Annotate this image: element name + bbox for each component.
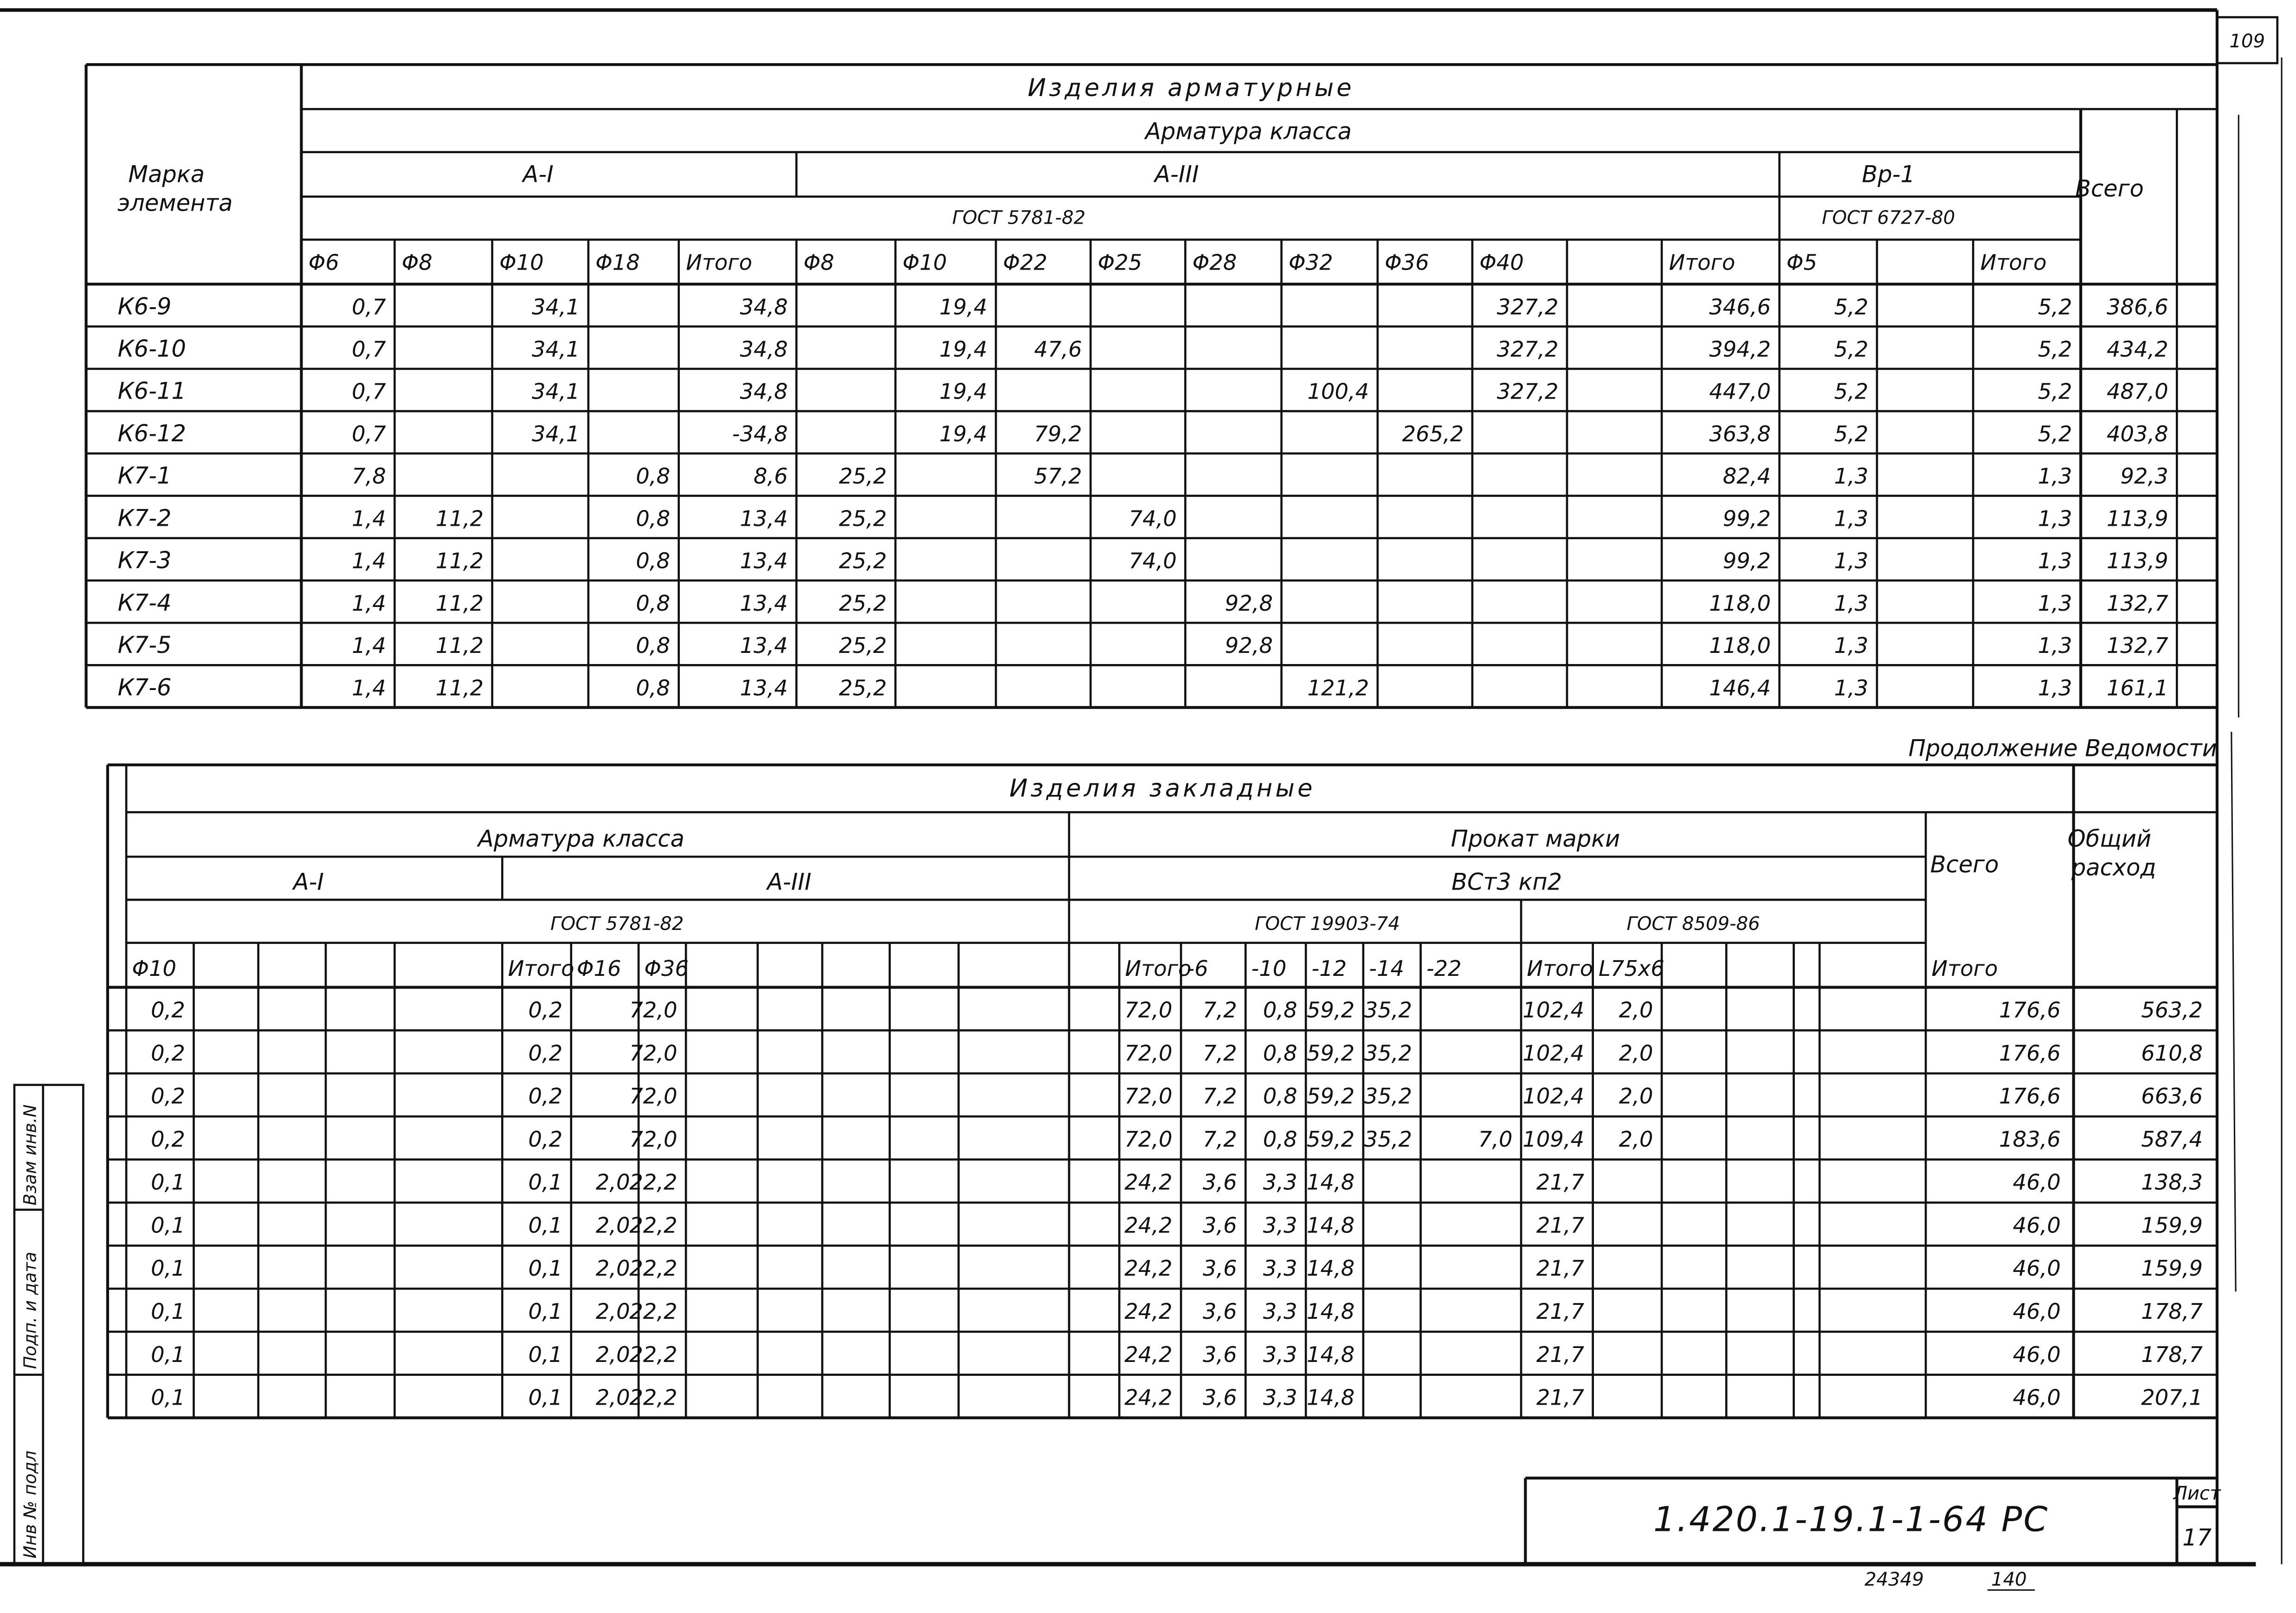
- table-cell: 7,2: [1202, 1040, 1237, 1066]
- embedded-column-header: -22: [1426, 955, 1462, 981]
- table-cell: 0,2: [151, 1040, 185, 1066]
- reinforcement-title: Изделия арматурные: [1027, 74, 1354, 103]
- table-cell: 82,4: [1722, 464, 1771, 489]
- embedded-column-header: -10: [1251, 955, 1287, 981]
- embedded-column-header: Итого: [508, 955, 574, 981]
- row-total: 403,8: [2107, 421, 2168, 446]
- reinforcement-column-header: Φ5: [1786, 250, 1818, 275]
- row-total: 46,0: [2012, 1213, 2061, 1238]
- row-grand-total: 563,2: [2141, 997, 2203, 1023]
- table-cell: 1,3: [1834, 633, 1869, 658]
- armature-class-header: Арматура класса: [1145, 117, 1352, 145]
- gost-5781-label: ГОСТ 5781-82: [952, 207, 1086, 229]
- table-cell: 22,2: [629, 1342, 677, 1367]
- table-cell: 74,0: [1129, 506, 1177, 531]
- table-cell: 7,8: [352, 464, 386, 489]
- table-cell: 2,0: [595, 1342, 630, 1367]
- table-cell: 0,8: [1263, 1084, 1297, 1109]
- table-cell: 1,3: [1834, 675, 1869, 701]
- table-cell: 5,2: [2038, 421, 2072, 446]
- table-cell: 0,1: [151, 1169, 185, 1195]
- table-cell: 1,3: [1834, 548, 1869, 574]
- table-cell: -34,8: [732, 421, 788, 446]
- row-total: 46,0: [2012, 1169, 2061, 1195]
- table-cell: 92,8: [1225, 633, 1273, 658]
- table-cell: 5,2: [1834, 379, 1869, 404]
- title-block: [1525, 1478, 2221, 1564]
- table-cell: 0,8: [1263, 1040, 1297, 1066]
- table-cell: 0,8: [1263, 1126, 1297, 1152]
- table-cell: 0,8: [636, 633, 671, 658]
- grand-total-header-line2: расход: [2071, 854, 2156, 881]
- row-total: 113,9: [2107, 548, 2168, 574]
- table-cell: 25,2: [838, 548, 887, 574]
- table-cell: 72,0: [629, 1126, 677, 1152]
- table-cell: 3,3: [1263, 1213, 1297, 1238]
- table-cell: 11,2: [435, 590, 484, 616]
- table-cell: 0,2: [528, 1084, 563, 1109]
- table-cell: 19,4: [939, 379, 987, 404]
- table-cell: 100,4: [1307, 379, 1369, 404]
- table-cell: 327,2: [1496, 294, 1559, 320]
- table-cell: 363,8: [1709, 421, 1771, 446]
- row-total: 46,0: [2012, 1342, 2061, 1367]
- element-mark: К7-6: [117, 674, 172, 701]
- table-cell: 25,2: [838, 675, 887, 701]
- table-cell: 265,2: [1402, 421, 1464, 446]
- table-cell: 21,7: [1536, 1169, 1585, 1195]
- table-cell: 1,3: [2038, 464, 2072, 489]
- table-cell: 35,2: [1364, 997, 1412, 1023]
- row-total: 46,0: [2012, 1256, 2061, 1281]
- table-cell: 1,3: [2038, 506, 2072, 531]
- table-cell: 0,1: [528, 1256, 563, 1281]
- table-cell: 5,2: [2038, 294, 2072, 320]
- table-cell: 14,8: [1307, 1385, 1355, 1410]
- table-cell: 21,7: [1536, 1256, 1585, 1281]
- table-cell: 7,2: [1202, 1084, 1237, 1109]
- table-cell: 1,4: [352, 675, 386, 701]
- table-cell: 24,2: [1124, 1342, 1173, 1367]
- reinforcement-column-header: Итого: [686, 250, 753, 275]
- table-cell: 2,0: [1619, 997, 1653, 1023]
- reinforcement-column-header: Φ18: [595, 250, 640, 275]
- embedded-total-header: Всего: [1930, 851, 1999, 878]
- table-cell: 1,4: [352, 590, 386, 616]
- table-cell: 34,8: [740, 294, 788, 320]
- footer-archive-number: 24349: [1864, 1569, 1924, 1591]
- table-cell: 99,2: [1722, 506, 1771, 531]
- embedded-column-header: Φ36: [644, 955, 689, 981]
- table-cell: 0,2: [151, 1084, 185, 1109]
- table-cell: 2,0: [595, 1256, 630, 1281]
- row-total: 92,3: [2120, 464, 2168, 489]
- table-cell: 11,2: [435, 506, 484, 531]
- table-cell: 0,1: [151, 1342, 185, 1367]
- table-cell: 22,2: [629, 1169, 677, 1195]
- table-cell: 0,8: [636, 506, 671, 531]
- table-cell: 3,6: [1202, 1342, 1237, 1367]
- row-grand-total: 178,7: [2141, 1299, 2203, 1324]
- table-cell: 35,2: [1364, 1126, 1412, 1152]
- table-cell: 22,2: [629, 1256, 677, 1281]
- table-cell: 14,8: [1307, 1256, 1355, 1281]
- table-cell: 22,2: [629, 1299, 677, 1324]
- table-cell: 3,6: [1202, 1385, 1237, 1410]
- table-cell: 0,1: [151, 1256, 185, 1281]
- table-cell: 14,8: [1307, 1342, 1355, 1367]
- table-cell: 2,0: [1619, 1126, 1653, 1152]
- document-code: 1.420.1-19.1-1-64 РС: [1653, 1499, 2049, 1540]
- table-cell: 24,2: [1124, 1256, 1173, 1281]
- reinforcement-column-header: Итого: [1980, 250, 2047, 275]
- table-cell: 11,2: [435, 633, 484, 658]
- reinforcement-column-header: Φ40: [1479, 250, 1524, 275]
- table-cell: 59,2: [1307, 1040, 1355, 1066]
- table-cell: 2,0: [1619, 1084, 1653, 1109]
- table-cell: 19,4: [939, 421, 987, 446]
- table-cell: 0,7: [352, 421, 386, 446]
- table-cell: 21,7: [1536, 1213, 1585, 1238]
- table-cell: 74,0: [1129, 548, 1177, 574]
- row-grand-total: 159,9: [2141, 1213, 2203, 1238]
- table-cell: 0,7: [352, 379, 386, 404]
- table-cell: 0,2: [528, 997, 563, 1023]
- embedded-column-header: Итого: [1125, 955, 1192, 981]
- row-grand-total: 610,8: [2141, 1040, 2203, 1066]
- table-cell: 121,2: [1307, 675, 1369, 701]
- table-cell: 5,2: [2038, 379, 2072, 404]
- table-cell: 34,8: [740, 379, 788, 404]
- table-cell: 21,7: [1536, 1342, 1585, 1367]
- table-cell: 79,2: [1034, 421, 1082, 446]
- reinforcement-table: [86, 65, 2217, 707]
- table-cell: 34,1: [532, 379, 580, 404]
- table-cell: 2,0: [595, 1299, 630, 1324]
- table-cell: 102,4: [1522, 1040, 1585, 1066]
- row-total: 176,6: [1999, 1084, 2061, 1109]
- element-mark: К7-2: [117, 504, 172, 532]
- table-cell: 7,2: [1202, 1126, 1237, 1152]
- row-total: 487,0: [2107, 379, 2168, 404]
- table-cell: 24,2: [1124, 1299, 1173, 1324]
- table-cell: 0,1: [528, 1299, 563, 1324]
- table-cell: 1,3: [1834, 590, 1869, 616]
- table-cell: 14,8: [1307, 1213, 1355, 1238]
- reinforcement-column-header: Φ10: [499, 250, 544, 275]
- table-cell: 0,2: [151, 997, 185, 1023]
- table-cell: 0,1: [528, 1213, 563, 1238]
- sheet-number: 17: [2182, 1524, 2212, 1551]
- rolled-mark-header: Прокат марки: [1451, 825, 1620, 852]
- table-cell: 8,6: [754, 464, 788, 489]
- table-cell: 1,3: [2038, 633, 2072, 658]
- table-cell: 394,2: [1709, 336, 1771, 362]
- row-grand-total: 207,1: [2141, 1385, 2203, 1410]
- row-total: 161,1: [2107, 675, 2168, 701]
- table-cell: 5,2: [2038, 336, 2072, 362]
- table-cell: 1,4: [352, 506, 386, 531]
- grand-total-header-line1: Общий: [2067, 825, 2152, 852]
- table-cell: 34,1: [532, 294, 580, 320]
- table-cell: 118,0: [1709, 590, 1771, 616]
- embedded-column-header: L75x6: [1599, 955, 1664, 981]
- table-cell: 7,0: [1478, 1126, 1513, 1152]
- table-cell: 3,6: [1202, 1256, 1237, 1281]
- table-cell: 25,2: [838, 464, 887, 489]
- table-cell: 34,1: [532, 421, 580, 446]
- table-cell: 102,4: [1522, 1084, 1585, 1109]
- row-grand-total: 587,4: [2141, 1126, 2203, 1152]
- element-mark: К6-11: [117, 377, 186, 405]
- embedded-column-headers: [132, 956, 1998, 981]
- table-cell: 22,2: [629, 1385, 677, 1410]
- table-cell: 21,7: [1536, 1299, 1585, 1324]
- row-grand-total: 663,6: [2141, 1084, 2203, 1109]
- reinforcement-column-header: Φ36: [1385, 250, 1429, 275]
- table-cell: 72,0: [1124, 1126, 1173, 1152]
- stamp-replacement-inventory: Взам инв.N: [20, 1104, 40, 1206]
- element-mark: К7-1: [117, 462, 172, 490]
- table-cell: 0,1: [528, 1342, 563, 1367]
- table-cell: 3,6: [1202, 1213, 1237, 1238]
- table-cell: 0,8: [636, 675, 671, 701]
- table-cell: 22,2: [629, 1213, 677, 1238]
- table-cell: 13,4: [740, 675, 788, 701]
- total-header: Всего: [2075, 175, 2144, 202]
- table-cell: 118,0: [1709, 633, 1771, 658]
- row-total: 386,6: [2107, 294, 2168, 320]
- row-total: 46,0: [2012, 1299, 2061, 1324]
- table-cell: 13,4: [740, 633, 788, 658]
- reinforcement-column-header: Φ10: [903, 250, 947, 275]
- table-cell: 35,2: [1364, 1040, 1412, 1066]
- embedded-column-header: Итого: [1527, 955, 1593, 981]
- table-cell: 3,3: [1263, 1342, 1297, 1367]
- table-cell: 5,2: [1834, 421, 1869, 446]
- table-cell: 99,2: [1722, 548, 1771, 574]
- table-cell: 24,2: [1124, 1385, 1173, 1410]
- stamp-inventory-original: Инв № подл: [20, 1451, 40, 1559]
- footer-code: 140: [1991, 1569, 2027, 1591]
- table-cell: 72,0: [629, 1084, 677, 1109]
- page-number: 109: [2229, 31, 2265, 52]
- embedded-column-header: -6: [1187, 955, 1208, 981]
- table-cell: 5,2: [1834, 294, 1869, 320]
- table-cell: 72,0: [629, 997, 677, 1023]
- table-cell: 3,3: [1263, 1385, 1297, 1410]
- table-cell: 327,2: [1496, 379, 1559, 404]
- table-cell: 0,2: [528, 1126, 563, 1152]
- reinforcement-column-header: Φ22: [1003, 250, 1048, 275]
- table-cell: 72,0: [1124, 997, 1173, 1023]
- class-a3-label: А-III: [1154, 161, 1199, 188]
- table-cell: 0,8: [636, 548, 671, 574]
- class-vr1-label: Вр-1: [1862, 161, 1915, 188]
- embedded-class-a1: А-I: [293, 868, 324, 896]
- table-cell: 0,1: [151, 1213, 185, 1238]
- table-cell: 11,2: [435, 675, 484, 701]
- table-cell: 1,3: [2038, 590, 2072, 616]
- table-cell: 1,4: [352, 633, 386, 658]
- embedded-column-header: -14: [1369, 955, 1404, 981]
- table-cell: 5,2: [1834, 336, 1869, 362]
- table-cell: 24,2: [1124, 1213, 1173, 1238]
- table-cell: 346,6: [1709, 294, 1771, 320]
- embedded-title: Изделия закладные: [1009, 774, 1316, 803]
- mark-header-line2: элемента: [117, 189, 233, 217]
- table-cell: 109,4: [1522, 1126, 1585, 1152]
- embedded-column-header: -12: [1311, 955, 1347, 981]
- row-total: 176,6: [1999, 1040, 2061, 1066]
- table-cell: 0,1: [151, 1299, 185, 1324]
- row-grand-total: 138,3: [2141, 1169, 2203, 1195]
- table-cell: 0,8: [636, 464, 671, 489]
- table-cell: 447,0: [1709, 379, 1771, 404]
- table-cell: 7,2: [1202, 997, 1237, 1023]
- table-cell: 0,7: [352, 294, 386, 320]
- table-cell: 11,2: [435, 548, 484, 574]
- element-mark: К6-9: [117, 293, 172, 320]
- embedded-column-header: Итого: [1931, 955, 1998, 981]
- row-total: 132,7: [2107, 590, 2168, 616]
- table-cell: 1,3: [2038, 675, 2072, 701]
- table-cell: 57,2: [1034, 464, 1082, 489]
- class-a1-label: А-I: [522, 161, 554, 188]
- table-cell: 0,7: [352, 336, 386, 362]
- table-cell: 3,3: [1263, 1299, 1297, 1324]
- table-cell: 25,2: [838, 590, 887, 616]
- row-grand-total: 159,9: [2141, 1256, 2203, 1281]
- table-cell: 19,4: [939, 294, 987, 320]
- table-cell: 1,4: [352, 548, 386, 574]
- table-cell: 146,4: [1709, 675, 1771, 701]
- embedded-column-header: Φ10: [132, 955, 177, 981]
- row-total: 183,6: [1999, 1126, 2061, 1152]
- reinforcement-column-header: Φ32: [1289, 250, 1333, 275]
- gost-8509-label: ГОСТ 8509-86: [1626, 913, 1760, 935]
- table-cell: 24,2: [1124, 1169, 1173, 1195]
- table-cell: 3,3: [1263, 1256, 1297, 1281]
- table-cell: 102,4: [1522, 997, 1585, 1023]
- reinforcement-column-headers: [309, 250, 2047, 275]
- table-cell: 13,4: [740, 590, 788, 616]
- table-cell: 47,6: [1034, 336, 1082, 362]
- row-total: 46,0: [2012, 1385, 2061, 1410]
- reinforcement-column-header: Φ6: [308, 250, 339, 275]
- table-cell: 1,3: [2038, 548, 2072, 574]
- reinforcement-column-header: Φ8: [401, 250, 432, 275]
- reinforcement-column-header: Φ25: [1097, 250, 1142, 275]
- table-cell: 14,8: [1307, 1169, 1355, 1195]
- reinforcement-column-header: Φ28: [1192, 250, 1237, 275]
- element-mark: К7-5: [117, 632, 172, 659]
- table-cell: 0,2: [151, 1126, 185, 1152]
- mark-header-line1: Марка: [128, 161, 205, 188]
- table-cell: 25,2: [838, 506, 887, 531]
- reinforcement-column-header: Φ8: [803, 250, 834, 275]
- element-mark: К6-12: [117, 419, 186, 447]
- stamp-signature-date: Подп. и дата: [20, 1252, 40, 1369]
- table-cell: 21,7: [1536, 1385, 1585, 1410]
- row-total: 176,6: [1999, 997, 2061, 1023]
- sheet-label: Лист: [2173, 1483, 2221, 1504]
- element-mark: К7-4: [117, 589, 172, 616]
- table-cell: 19,4: [939, 336, 987, 362]
- continuation-note: Продолжение Ведомости: [1908, 735, 2217, 762]
- reinforcement-rows: [118, 293, 2169, 701]
- table-cell: 35,2: [1364, 1084, 1412, 1109]
- gost-19903-label: ГОСТ 19903-74: [1255, 913, 1400, 935]
- table-cell: 25,2: [838, 633, 887, 658]
- table-cell: 34,8: [740, 336, 788, 362]
- table-cell: 327,2: [1496, 336, 1559, 362]
- row-grand-total: 178,7: [2141, 1342, 2203, 1367]
- table-cell: 59,2: [1307, 1084, 1355, 1109]
- embedded-column-header: Φ16: [577, 955, 621, 981]
- row-total: 132,7: [2107, 633, 2168, 658]
- table-cell: 0,1: [528, 1385, 563, 1410]
- table-cell: 34,1: [532, 336, 580, 362]
- row-total: 113,9: [2107, 506, 2168, 531]
- table-cell: 0,8: [1263, 997, 1297, 1023]
- table-cell: 92,8: [1225, 590, 1273, 616]
- table-cell: 0,1: [528, 1169, 563, 1195]
- embedded-class-a3: А-III: [767, 868, 812, 896]
- gost-6727-label: ГОСТ 6727-80: [1822, 207, 1955, 229]
- table-cell: 1,3: [1834, 506, 1869, 531]
- side-stamp: [14, 1085, 83, 1564]
- table-cell: 59,2: [1307, 997, 1355, 1023]
- table-cell: 13,4: [740, 506, 788, 531]
- table-cell: 3,3: [1263, 1169, 1297, 1195]
- row-total: 434,2: [2107, 336, 2168, 362]
- table-cell: 0,1: [151, 1385, 185, 1410]
- table-cell: 13,4: [740, 548, 788, 574]
- embedded-table: [0, 765, 2217, 1418]
- embedded-gost-5781: ГОСТ 5781-82: [550, 913, 684, 935]
- reinforcement-column-header: Итого: [1669, 250, 1735, 275]
- table-cell: 14,8: [1307, 1299, 1355, 1324]
- table-cell: 2,0: [595, 1385, 630, 1410]
- table-cell: 0,8: [636, 590, 671, 616]
- table-cell: 3,6: [1202, 1169, 1237, 1195]
- table-cell: 59,2: [1307, 1126, 1355, 1152]
- table-cell: 72,0: [629, 1040, 677, 1066]
- table-cell: 72,0: [1124, 1084, 1173, 1109]
- table-cell: 3,6: [1202, 1299, 1237, 1324]
- table-cell: 0,2: [528, 1040, 563, 1066]
- table-cell: 2,0: [595, 1169, 630, 1195]
- steel-grade: ВСт3 кп2: [1451, 868, 1562, 896]
- table-cell: 72,0: [1124, 1040, 1173, 1066]
- table-cell: 2,0: [1619, 1040, 1653, 1066]
- embedded-rows: [0, 998, 2203, 1410]
- embedded-armature-class: Арматура класса: [477, 825, 684, 852]
- element-mark: К6-10: [117, 335, 186, 362]
- table-cell: 1,3: [1834, 464, 1869, 489]
- element-mark: К7-3: [117, 547, 172, 574]
- table-cell: 2,0: [595, 1213, 630, 1238]
